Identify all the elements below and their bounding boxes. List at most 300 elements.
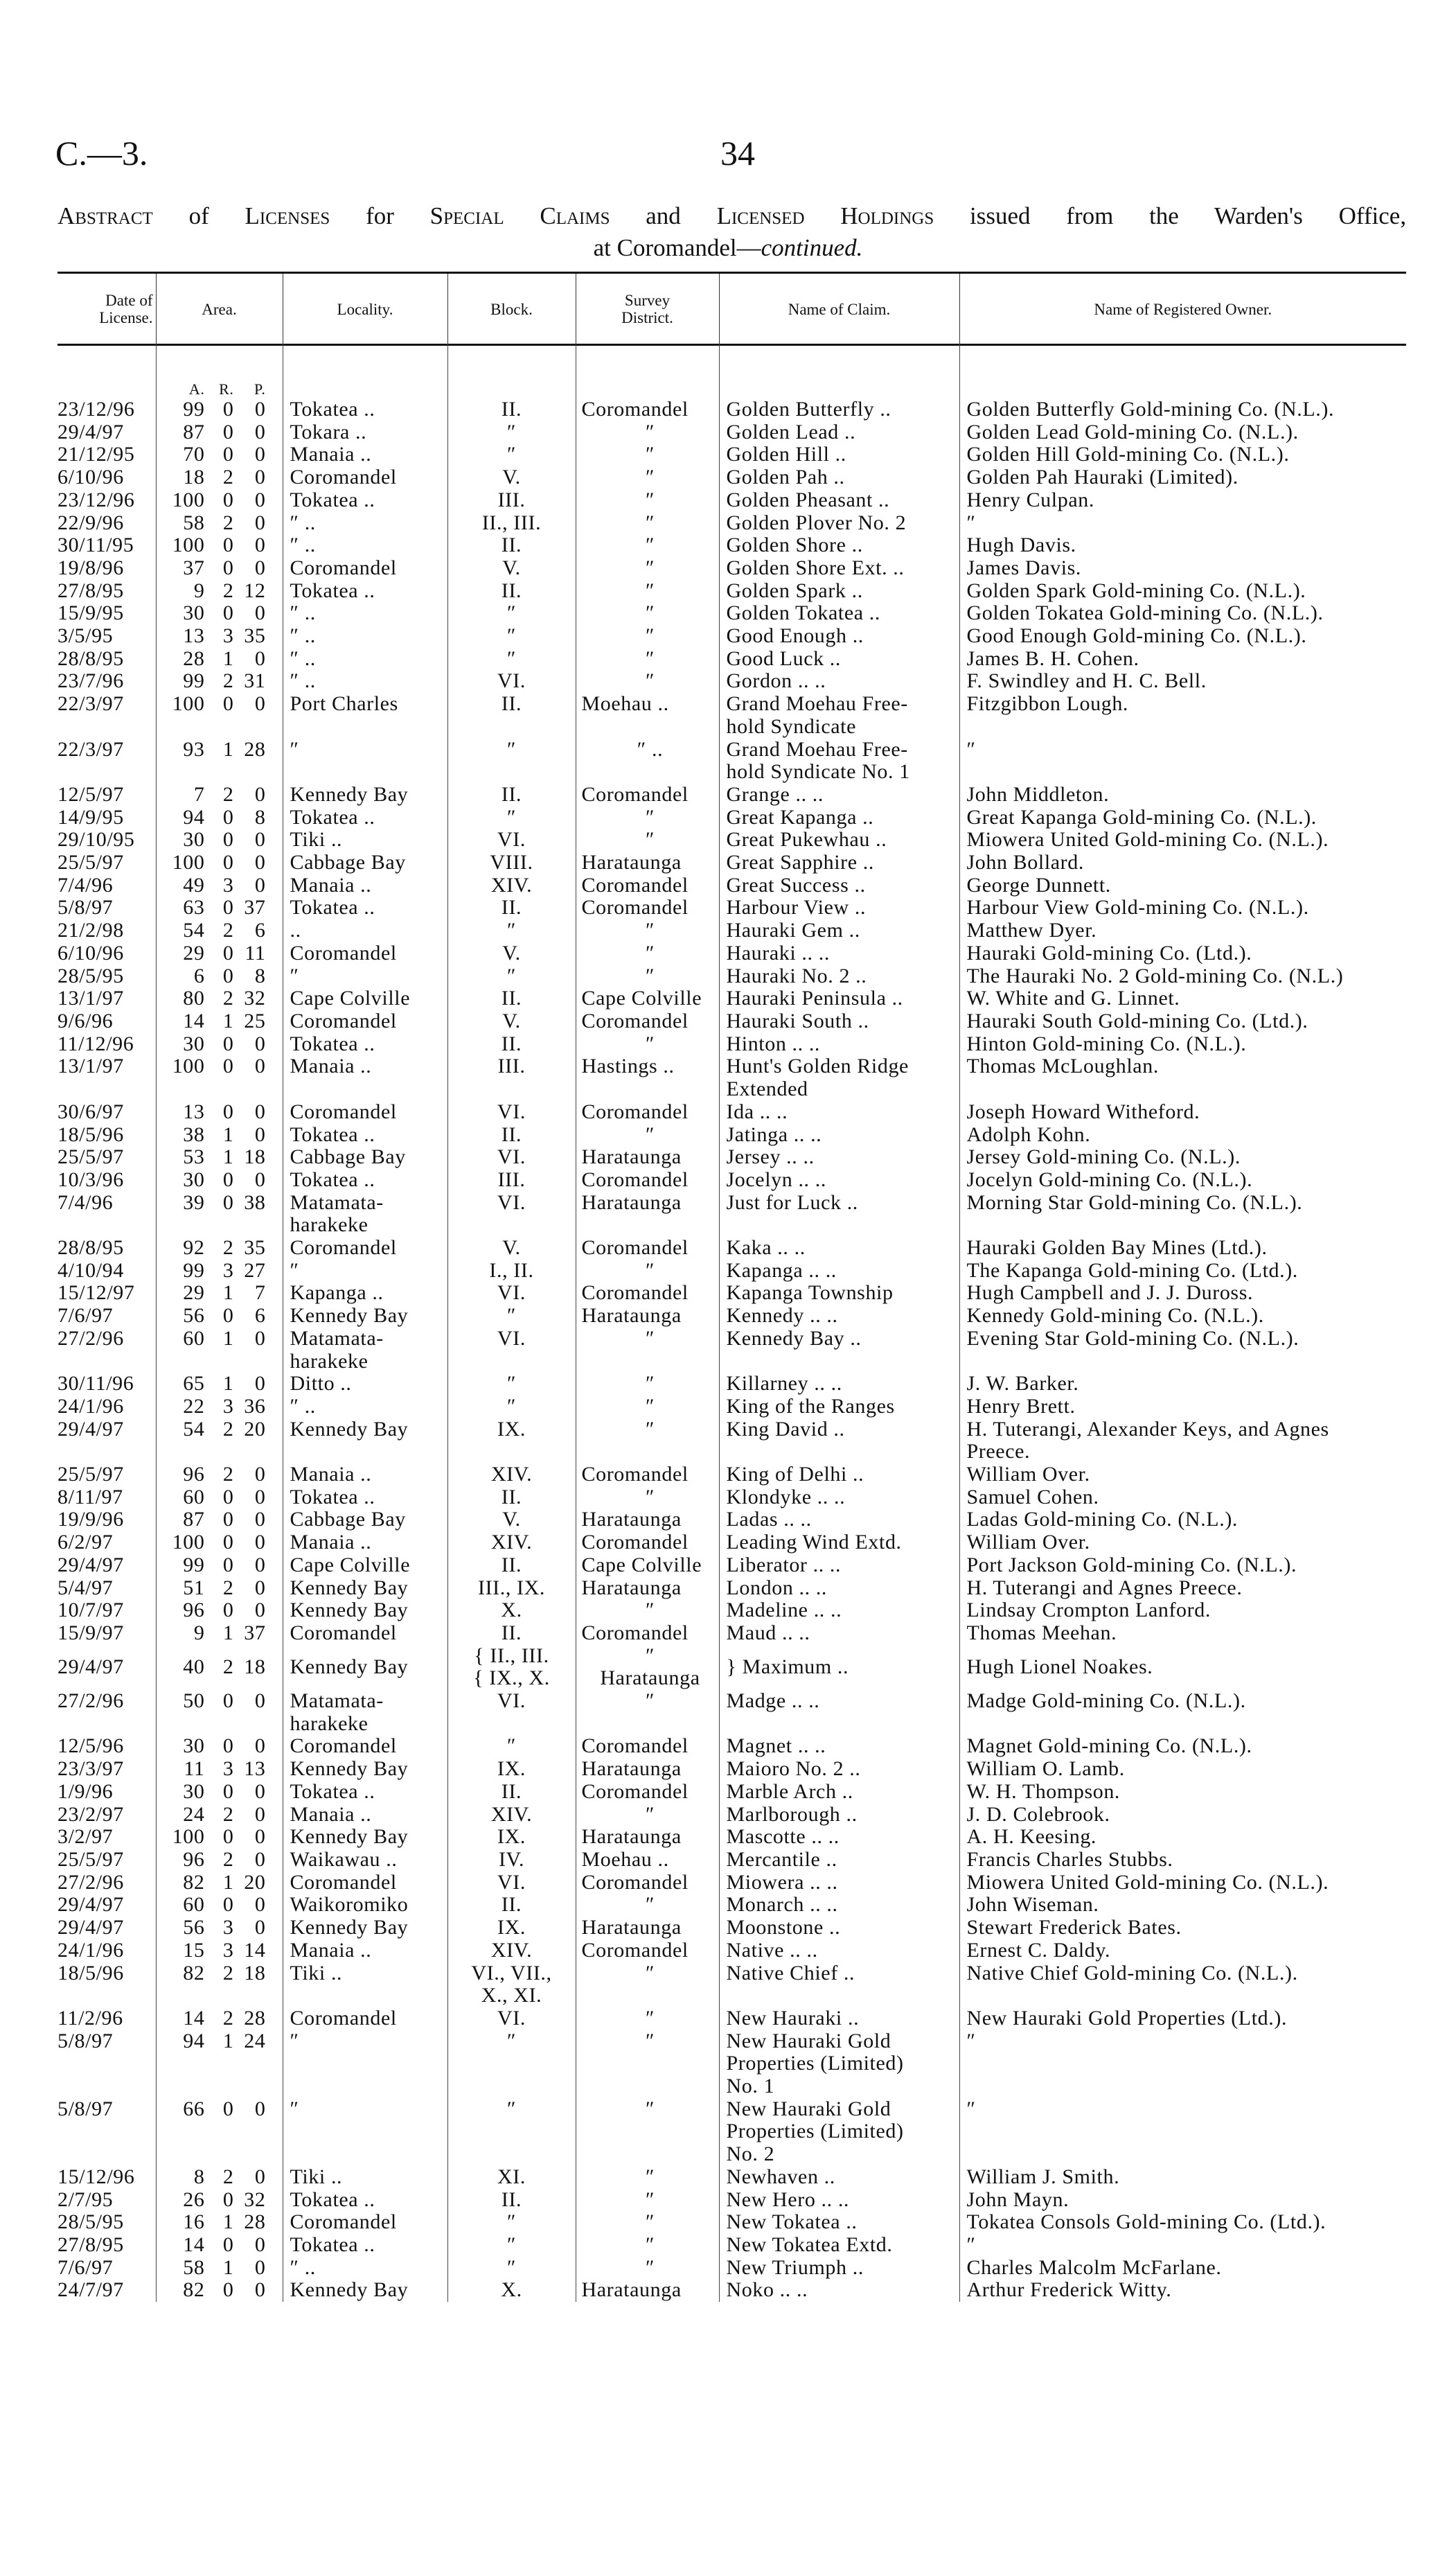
area-perches: 18 [244,1145,266,1169]
cell-locality: Coromandel [283,1735,447,1758]
cell-claim-name: Ladas .. .. [719,1508,959,1531]
area-acres: 96 [183,1463,205,1486]
cell-claim-name: Native Chief .. [719,1962,959,2007]
cell-locality: Cape Colville [283,987,447,1010]
cell-date: 14/9/95 [57,805,124,829]
table-row [57,2030,1406,2098]
cell-locality: Ditto .. [283,1373,447,1396]
cell-block: IX. [447,1826,576,1849]
cell-owner: Golden Pah Hauraki (Limited). [959,466,1406,489]
cell-area [156,919,283,942]
cell-block: ″ [447,1305,576,1328]
cell-locality: Coromandel [283,1872,447,1894]
area-perches: 13 [244,1757,266,1781]
cell-area [156,602,283,625]
cell-owner: Hugh Davis. [959,534,1406,557]
area-perches: 20 [244,1417,266,1441]
cell-owner: Francis Charles Stubbs. [959,1849,1406,1872]
cell-block: II. [447,1554,576,1577]
cell-claim-name: Golden Tokatea .. [719,602,959,625]
cell-area [156,2257,283,2280]
area-acres: 87 [183,1508,205,1531]
table-row [57,942,1406,965]
area-roods: 0 [222,1734,234,1758]
cell-claim-name: New Hauraki Gold Properties (Limited) No. 1 [719,2030,959,2098]
cell-area [156,1849,283,1872]
cell-owner: Tokatea Consols Gold-mining Co. (Ltd.). [959,2211,1406,2234]
cell-block: VI. [447,1690,576,1735]
cell-owner: ″ [959,739,1406,784]
cell-block: X. [447,1599,576,1622]
cell-area [156,1599,283,1622]
area-perches: 12 [244,579,266,602]
area-perches: 0 [254,851,266,874]
cell-date: 15/9/95 [57,601,124,625]
cell-area [156,1418,283,1463]
cell-date: 25/5/97 [57,1848,124,1871]
cell-block: ″ [447,1396,576,1418]
area-roods: 0 [222,488,234,511]
cell-area [156,625,283,648]
cell-locality: Manaia .. [283,1463,447,1486]
area-acres: 63 [183,896,205,919]
cell-area [156,580,283,603]
area-acres: 100 [172,534,205,557]
cell-locality: Tokatea .. [283,2189,447,2212]
cell-date: 30/11/96 [57,1372,134,1396]
cell-locality: Tokatea .. [283,1486,447,1509]
area-acres: 60 [183,1326,205,1350]
cell-date: 13/1/97 [57,987,124,1010]
cell-survey-district: ″ [576,2166,719,2189]
area-acres: 70 [183,443,205,466]
cell-claim-name: Maioro No. 2 .. [719,1758,959,1781]
table-row [57,874,1406,897]
cell-owner: Golden Butterfly Gold-mining Co. (N.L.). [959,398,1406,421]
area-perches: 31 [244,669,266,693]
cell-area [156,2211,283,2234]
cell-survey-district: ″ [576,1690,719,1735]
cell-block: VI. [447,1872,576,1894]
cell-area [156,1192,283,1237]
cell-owner: Henry Culpan. [959,489,1406,512]
cell-locality: Kapanga .. [283,1282,447,1305]
cell-owner: Thomas McLoughlan. [959,1055,1406,1100]
cell-block: IX. [447,1418,576,1463]
cell-locality: Tokatea .. [283,1124,447,1147]
cell-claim-name: Ida .. .. [719,1101,959,1124]
cell-locality: ″ [283,2030,447,2098]
area-roods: 1 [222,1123,234,1146]
area-perches: 0 [254,1734,266,1758]
table-row [57,1373,1406,1396]
cell-locality: Tokatea .. [283,897,447,919]
cell-claim-name: New Tokatea Extd. [719,2234,959,2257]
table-row [57,1599,1406,1622]
cell-date: 29/4/97 [57,1916,124,1939]
cell-locality: Tokatea .. [283,1781,447,1804]
table-row [57,398,1406,421]
cell-owner: Hauraki Gold-mining Co. (Ltd.). [959,942,1406,965]
area-perches: 25 [244,1009,266,1032]
area-roods: 0 [222,851,234,874]
table-row [57,1146,1406,1169]
area-acres: 30 [183,1032,205,1055]
cell-date: 3/5/95 [57,624,114,648]
area-acres: 49 [183,873,205,897]
cell-claim-name: Madge .. .. [719,1690,959,1735]
cell-claim-name: Grand Moehau Free- hold Syndicate [719,693,959,738]
cell-area [156,784,283,807]
area-acres: 26 [183,2188,205,2211]
cell-block: XI. [447,2166,576,2189]
table-row [57,2279,1406,2302]
cell-claim-name: London .. .. [719,1577,959,1600]
cell-block: VI. [447,1101,576,1124]
area-acres: 94 [183,2029,205,2052]
cell-claim-name: Leading Wind Extd. [719,1531,959,1554]
cell-claim-name: Great Kapanga .. [719,807,959,829]
cell-locality: Tiki .. [283,1962,447,2007]
table-row [57,1305,1406,1328]
cell-owner: James Davis. [959,557,1406,580]
table-row [57,1237,1406,1260]
cell-locality: Tokatea .. [283,807,447,829]
cell-area [156,466,283,489]
cell-locality: Tokara .. [283,421,447,444]
table-row [57,1690,1406,1735]
area-roods: 0 [222,601,234,625]
cell-claim-name: Golden Butterfly .. [719,398,959,421]
cell-date: 19/8/96 [57,556,124,579]
cell-locality: Coromandel [283,2007,447,2030]
cell-block: VIII. [447,852,576,874]
cell-owner: Matthew Dyer. [959,919,1406,942]
cell-locality: Coromandel [283,2211,447,2234]
area-acres: 18 [183,466,205,489]
cell-owner: ″ [959,2030,1406,2098]
licenses-table [57,274,1406,2302]
area-roods: 3 [222,1938,234,1962]
area-perches: 6 [254,1304,266,1328]
cell-survey-district: ″ [576,1418,719,1463]
area-perches: 0 [254,1463,266,1486]
cell-area [156,693,283,738]
area-roods: 2 [222,1463,234,1486]
cell-locality: Coromandel [283,1237,447,1260]
area-perches: 0 [254,534,266,557]
area-roods: 1 [222,737,234,761]
title-part: of [188,202,209,229]
cell-block: XIV. [447,1804,576,1827]
cell-locality: Tokatea .. [283,580,447,603]
cell-area [156,1554,283,1577]
area-roods: 0 [222,1531,234,1554]
area-acres: 99 [183,398,205,421]
area-perches: 0 [254,828,266,852]
cell-survey-district: Harataunga [576,1758,719,1781]
cell-claim-name: Golden Plover No. 2 [719,512,959,535]
cell-survey-district: ″ [576,1260,719,1283]
cell-survey-district: ″ [576,807,719,829]
cell-claim-name: Golden Shore .. [719,534,959,557]
cell-owner: Hauraki South Gold-mining Co. (Ltd.). [959,1010,1406,1033]
cell-survey-district: ″ [576,1804,719,1827]
cell-block: XIV. [447,874,576,897]
cell-date: 6/2/97 [57,1531,114,1554]
cell-block: ″ [447,807,576,829]
area-acres: 14 [183,2006,205,2030]
cell-claim-name: Gordon .. .. [719,670,959,693]
cell-locality: ″ .. [283,534,447,557]
area-perches: 0 [254,2165,266,2188]
cell-date: 12/5/97 [57,782,124,806]
area-roods: 2 [222,466,234,489]
title-part: Licensed Holdings [716,202,934,229]
cell-owner: J. D. Colebrook. [959,1804,1406,1827]
table-row [57,2189,1406,2212]
table-row [57,2257,1406,2280]
cell-survey-district: ″ [576,670,719,693]
cell-survey-district: ″ [576,919,719,942]
cell-survey-district: ″ [576,2234,719,2257]
area-acres: 50 [183,1689,205,1713]
cell-date: 5/8/97 [57,896,114,919]
cell-locality: Matamata- harakeke [283,1192,447,1237]
table-row [57,1872,1406,1894]
cell-block: ″ [447,965,576,988]
cell-area [156,2234,283,2257]
cell-survey-district: ″ [576,489,719,512]
cell-survey-district: Coromandel [576,1735,719,1758]
cell-locality: Coromandel [283,1101,447,1124]
cell-survey-district: Coromandel [576,897,719,919]
area-roods: 2 [222,579,234,602]
cell-locality: ″ .. [283,602,447,625]
col-header-block: Block. [447,274,576,344]
area-acres: 53 [183,1145,205,1169]
cell-block: II. [447,1033,576,1056]
cell-date: 21/2/98 [57,919,124,942]
area-perches: 0 [254,873,266,897]
area-acres: 51 [183,1576,205,1599]
cell-locality: Manaia .. [283,1531,447,1554]
cell-survey-district: ″ [576,1486,719,1509]
area-acres: 6 [193,964,205,987]
cell-locality: Kennedy Bay [283,1826,447,1849]
area-roods: 3 [222,1916,234,1939]
table-header-row [57,274,1406,344]
cell-owner: H. Tuterangi, Alexander Keys, and Agnes Preece. [959,1418,1406,1463]
cell-owner: Hugh Campbell and J. J. Duross. [959,1282,1406,1305]
cell-locality: ″ [283,2098,447,2166]
cell-locality: Tokatea .. [283,489,447,512]
table-row [57,1101,1406,1124]
cell-survey-district: ″ [576,580,719,603]
cell-survey-district: Harataunga [576,1917,719,1939]
table-row [57,1849,1406,1872]
cell-survey-district: Coromandel [576,1531,719,1554]
area-roods: 1 [222,1870,234,1894]
area-roods: 0 [222,443,234,466]
cell-area [156,807,283,829]
cell-block: IX. [447,1917,576,1939]
area-perches: 0 [254,2278,266,2302]
cell-block: VI. [447,1146,576,1169]
area-roods: 0 [222,828,234,852]
cell-area [156,1962,283,2007]
area-perches: 18 [244,1961,266,1984]
area-acres: 30 [183,1734,205,1758]
cell-locality: Coromandel [283,942,447,965]
table-row [57,489,1406,512]
area-acres: 80 [183,987,205,1010]
unit-perches: P. [254,380,266,398]
table-row [57,1758,1406,1781]
area-perches: 32 [244,987,266,1010]
cell-survey-district: Coromandel [576,1101,719,1124]
area-roods: 2 [222,2165,234,2188]
cell-locality: Matamata- harakeke [283,1690,447,1735]
cell-block: ″ [447,625,576,648]
cell-area [156,1690,283,1735]
cell-locality: Tiki .. [283,2166,447,2189]
cell-survey-district: Harataunga [576,852,719,874]
cell-area [156,1939,283,1962]
area-perches: 0 [254,511,266,534]
title-part: and [646,202,681,229]
col-header-survey-district: Survey District. [576,274,719,344]
area-acres: 14 [183,2233,205,2256]
cell-area [156,942,283,965]
cell-date: 25/5/97 [57,1463,124,1486]
cell-claim-name: Jocelyn .. .. [719,1169,959,1192]
cell-date: 7/6/97 [57,1304,114,1328]
cell-survey-district: Coromandel [576,1237,719,1260]
table-row [57,1622,1406,1645]
area-roods: 0 [222,1893,234,1917]
table-row [57,2234,1406,2257]
cell-area [156,1260,283,1283]
cell-locality: Kennedy Bay [283,1577,447,1600]
cell-block: VI., VII., X., XI. [447,1962,576,2007]
area-roods: 0 [222,398,234,421]
cell-block: II. [447,580,576,603]
cell-date: 11/2/96 [57,2006,123,2030]
area-roods: 1 [222,1009,234,1032]
area-roods: 2 [222,511,234,534]
area-perches: 0 [254,2255,266,2279]
area-perches: 0 [254,1779,266,1803]
cell-locality: Manaia .. [283,1055,447,1100]
cell-block: II. [447,987,576,1010]
table-row [57,1577,1406,1600]
cell-claim-name: New Triumph .. [719,2257,959,2280]
cell-claim-name: Hauraki Peninsula .. [719,987,959,1010]
area-perches: 28 [244,737,266,761]
cell-claim-name: Great Sapphire .. [719,852,959,874]
area-roods: 0 [222,1485,234,1508]
cell-area [156,1894,283,1917]
cell-area [156,1531,283,1554]
cell-claim-name: Harbour View .. [719,897,959,919]
cell-claim-name: Native .. .. [719,1939,959,1962]
cell-locality: Cabbage Bay [283,852,447,874]
cell-owner: Fitzgibbon Lough. [959,693,1406,738]
area-perches: 0 [254,1916,266,1939]
area-roods: 2 [222,782,234,806]
col-header-area: Area. [156,274,283,344]
area-acres: 56 [183,1304,205,1328]
cell-claim-name: Hauraki Gem .. [719,919,959,942]
cell-survey-district: Harataunga [576,1508,719,1531]
cell-area [156,2279,283,2302]
cell-block: II. [447,1781,576,1804]
cell-block: II. [447,1486,576,1509]
area-perches: 0 [254,1485,266,1508]
area-acres: 66 [183,2097,205,2120]
area-roods: 0 [222,941,234,965]
cell-survey-district: ″ [576,602,719,625]
table-row [57,1508,1406,1531]
cell-owner: Golden Spark Gold-mining Co. (N.L.). [959,580,1406,603]
cell-area [156,1305,283,1328]
page-title [57,202,1406,230]
cell-owner: William O. Lamb. [959,1758,1406,1781]
area-roods: 0 [222,534,234,557]
area-roods: 0 [222,1190,234,1214]
cell-area [156,1645,283,1690]
cell-owner: Golden Lead Gold-mining Co. (N.L.). [959,421,1406,444]
cell-claim-name: Newhaven .. [719,2166,959,2189]
table-row [57,829,1406,852]
table-row [57,919,1406,942]
cell-owner: The Kapanga Gold-mining Co. (Ltd.). [959,1260,1406,1283]
cell-claim-name: Maud .. .. [719,1622,959,1645]
table-row [57,2007,1406,2030]
cell-block: II. [447,1124,576,1147]
title-part: Abstract [57,202,153,229]
area-perches: 24 [244,2029,266,2052]
cell-date: 1/9/96 [57,1779,114,1803]
area-perches: 0 [254,1168,266,1191]
area-roods: 1 [222,646,234,670]
cell-owner: Ladas Gold-mining Co. (N.L.). [959,1508,1406,1531]
cell-date: 27/2/96 [57,1326,124,1350]
area-roods: 1 [222,1281,234,1305]
cell-survey-district: ″ [576,1328,719,1373]
cell-date: 15/12/96 [57,2165,135,2188]
cell-locality: Tiki .. [283,829,447,852]
cell-block: XIV. [447,1939,576,1962]
area-perches: 14 [244,1938,266,1962]
cell-claim-name: Golden Spark .. [719,580,959,603]
cell-locality: .. [283,919,447,942]
area-perches: 0 [254,1326,266,1350]
area-perches: 0 [254,2233,266,2256]
cell-survey-district: Coromandel [576,1282,719,1305]
cell-survey-district: Coromandel [576,1010,719,1033]
area-roods: 2 [222,1655,234,1679]
cell-area [156,1508,283,1531]
table-row [57,670,1406,693]
cell-claim-name: Golden Pheasant .. [719,489,959,512]
page-number: 34 [720,134,755,173]
cell-date: 18/5/96 [57,1961,124,1984]
table-row [57,1124,1406,1147]
cell-date: 24/1/96 [57,1394,124,1418]
cell-claim-name: Kaka .. .. [719,1237,959,1260]
